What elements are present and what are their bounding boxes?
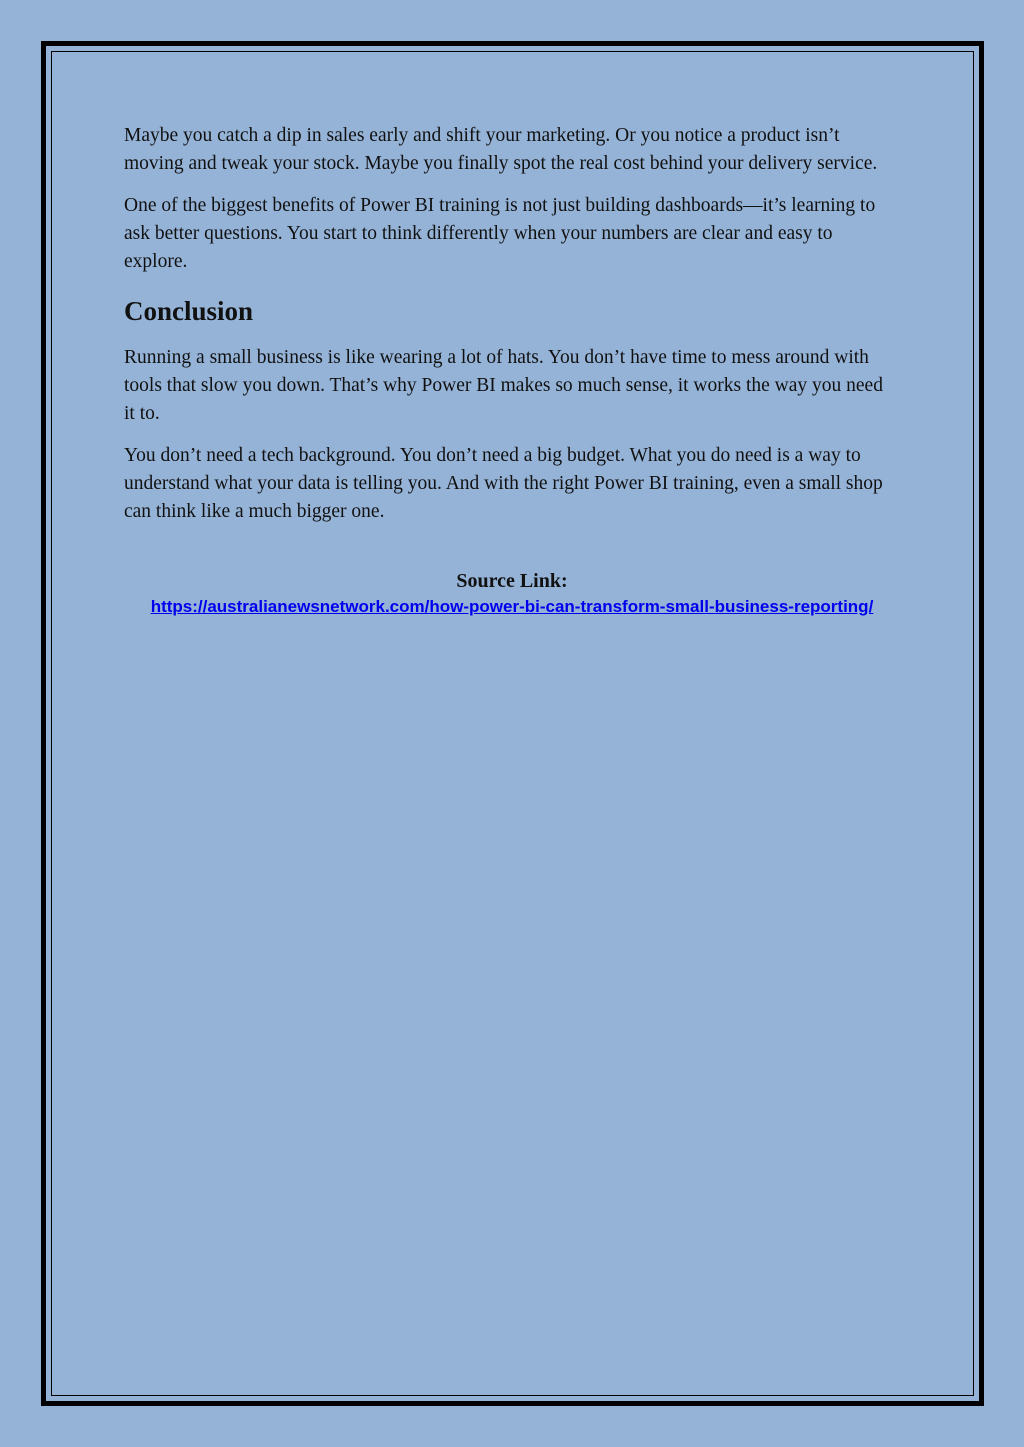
- conclusion-heading: Conclusion: [124, 296, 254, 326]
- paragraph-sales-dip: Maybe you catch a dip in sales early and shift your marketing. Or you notice a product isn’t moving and tweak your stock. Maybe you finally spot the real cost behind your delivery service.: [124, 125, 878, 174]
- document-body: [124, 122, 884, 619]
- paragraph-no-tech-background: You don’t need a tech background. You don’t need a big budget. What you do need is a way to understand what your data is telling you. And with the right Power BI training, even a small shop can think like a much bigger one.: [124, 445, 883, 522]
- paragraph-benefits: One of the biggest benefits of Power BI training is not just building dashboards—it’s learning to ask better questions. You start to think differently when your numbers are clear and easy to explore.: [124, 195, 876, 272]
- source-link[interactable]: https://australianewsnetwork.com/how-power-bi-can-transform-small-business-reporting/: [150, 597, 874, 616]
- source-section: [124, 568, 900, 619]
- paragraph-small-business: Running a small business is like wearing a lot of hats. You don’t have time to mess around with tools that slow you down. That’s why Power BI makes so much sense, it works the way you need it to.: [124, 347, 883, 424]
- source-label: Source Link:: [456, 570, 568, 592]
